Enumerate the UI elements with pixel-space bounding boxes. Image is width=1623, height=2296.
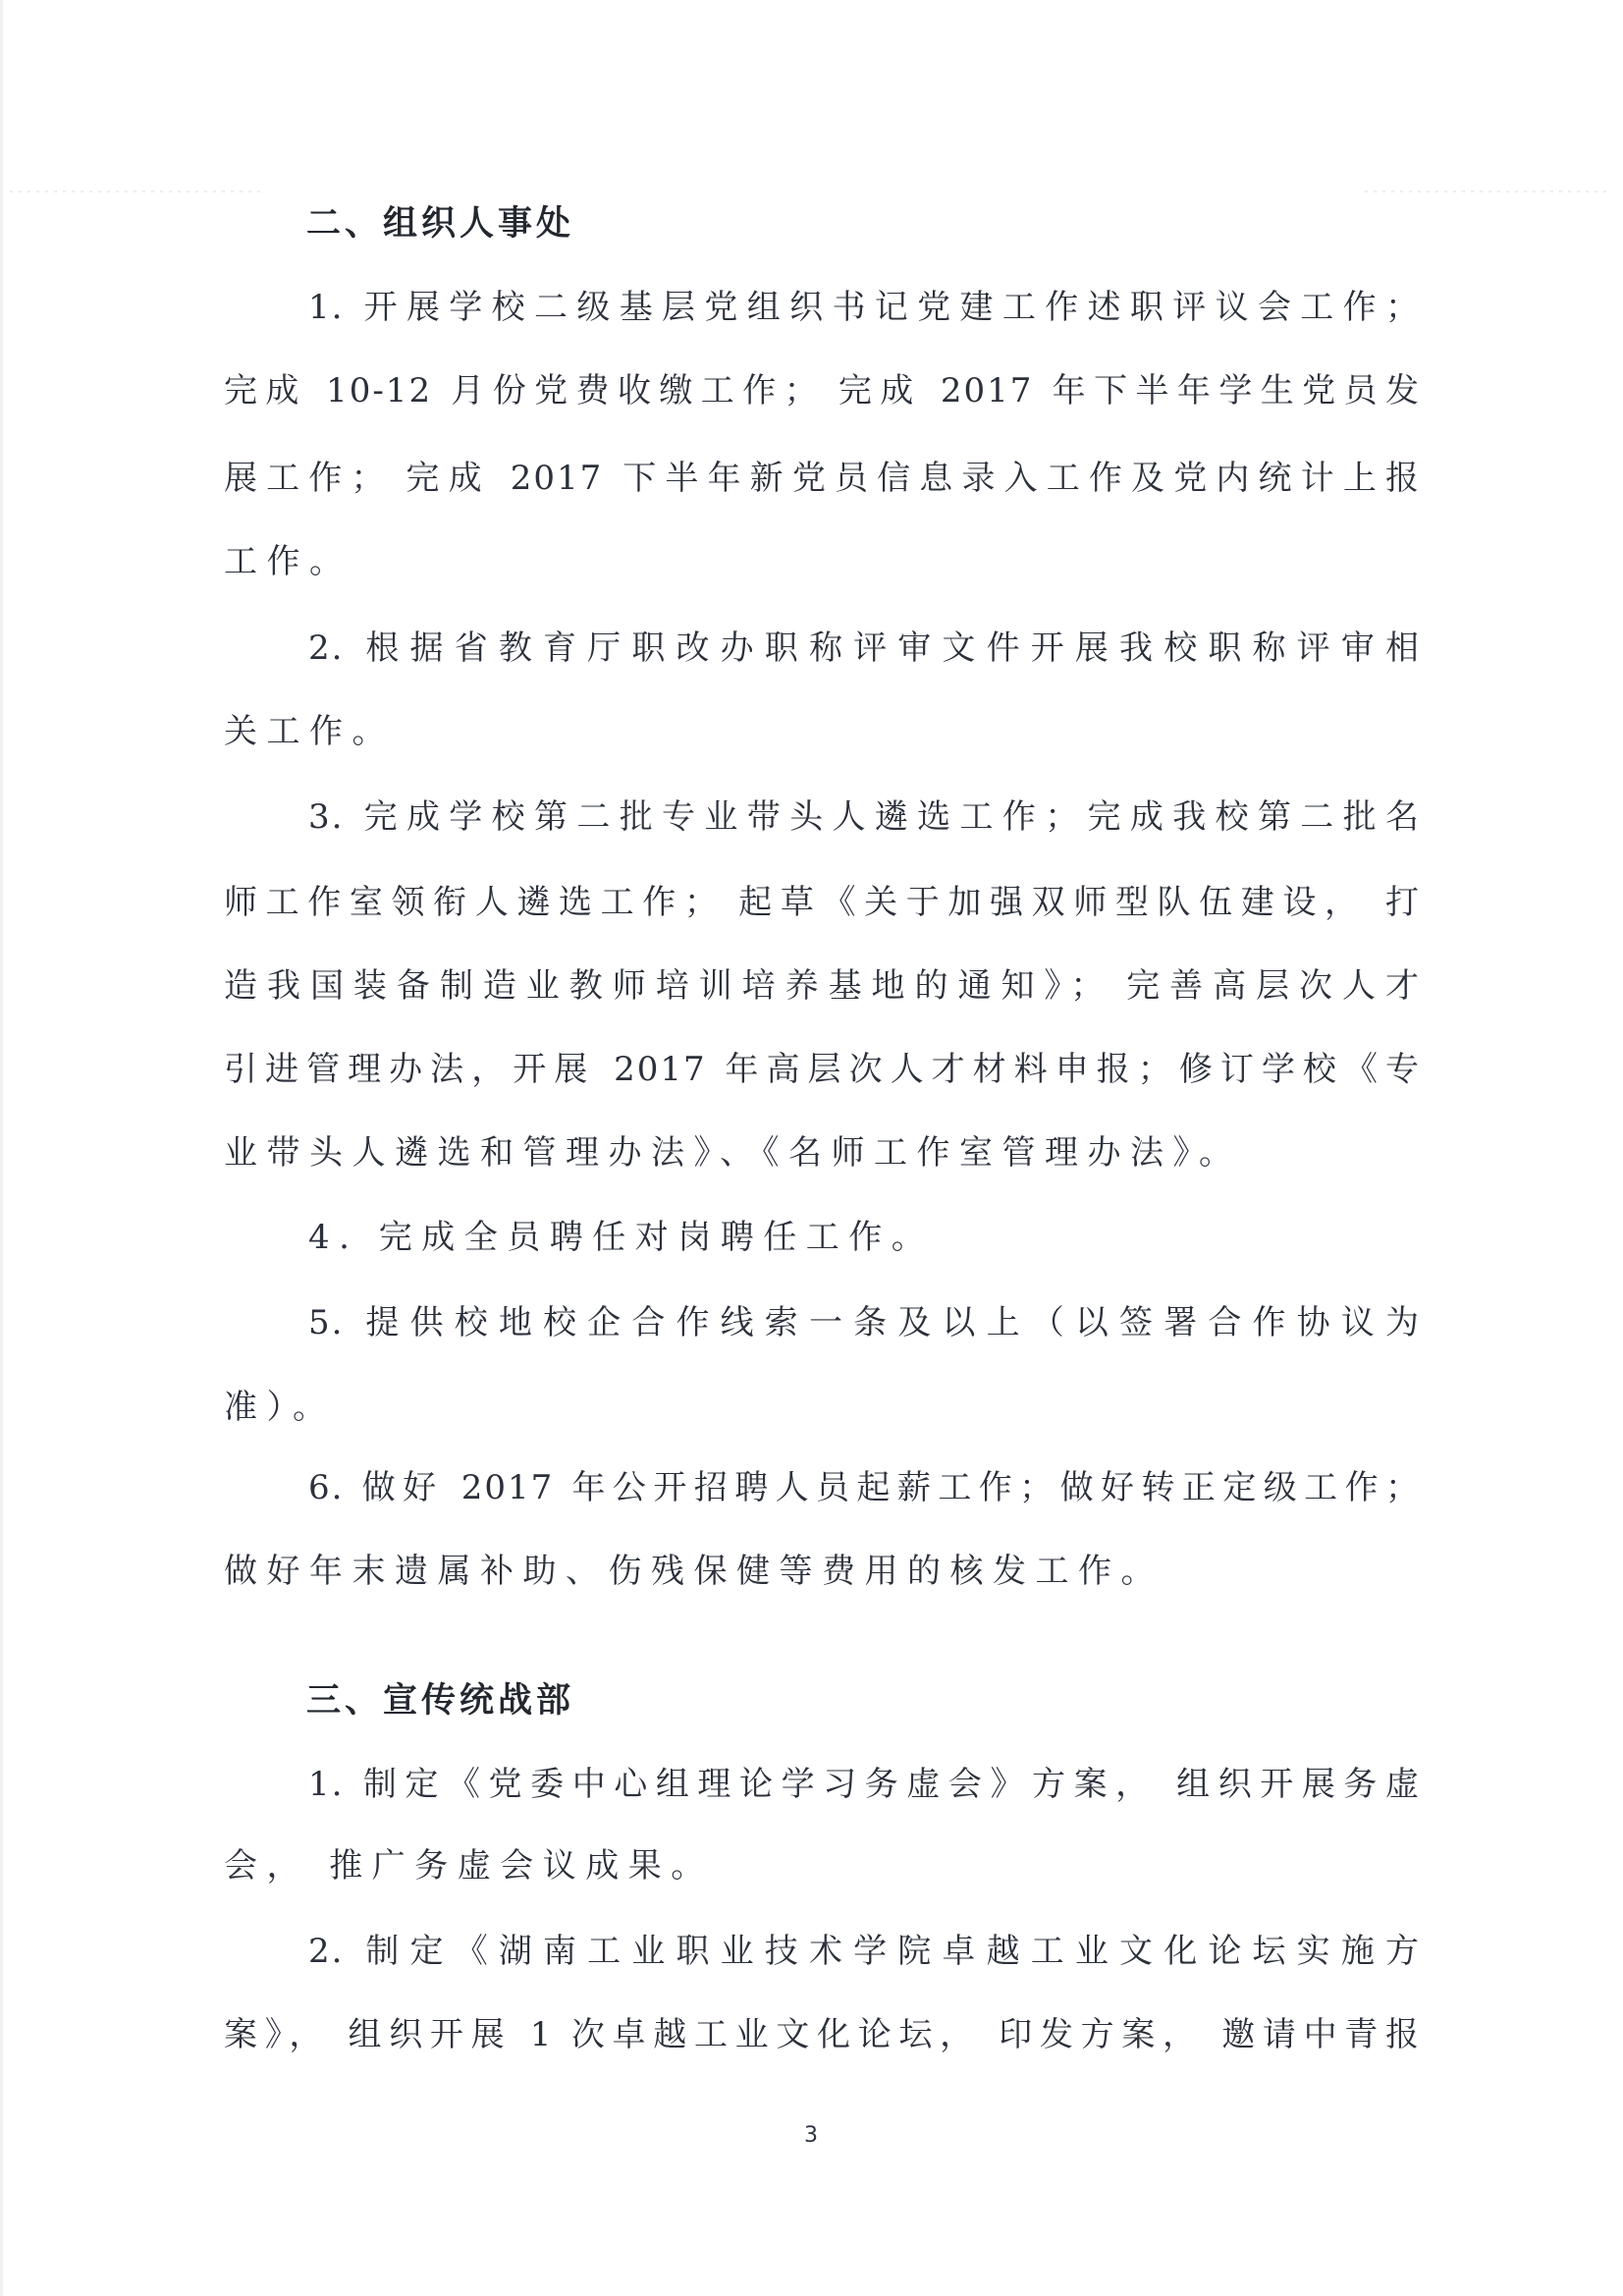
paragraph-line: 2. 根据省教育厅职改办职称评审文件开展我校职称评审相: [308, 629, 1421, 668]
paragraph-line: 准）。: [224, 1388, 336, 1427]
paragraph-line: 业带头人遴选和管理办法》、《名师工作室管理办法》。: [224, 1133, 1242, 1173]
paragraph-line: 6. 做好 2017 年公开招聘人员起薪工作；做好转正定级工作；: [308, 1468, 1421, 1507]
paragraph-line: 做好年末遗属补助、伤残保健等费用的核发工作。: [224, 1552, 1163, 1591]
paragraph-line: 工作。: [224, 542, 352, 581]
paragraph-line: 4. 完成全员聘任对岗聘任工作。: [308, 1218, 935, 1257]
paragraph-line: 2. 制定《湖南工业职业技术学院卓越工业文化论坛实施方: [308, 1932, 1421, 1971]
paragraph-line: 1. 制定《党委中心组理论学习务虚会》方案， 组织开展务虚: [308, 1765, 1421, 1804]
paragraph-line: 完成 10-12 月份党费收缴工作； 完成 2017 年下半年学生党员发: [224, 371, 1421, 410]
paragraph-line: 1. 开展学校二级基层党组织书记党建工作述职评议会工作；: [308, 288, 1421, 327]
paragraph-line: 引进管理办法，开展 2017 年高层次人才材料申报；修订学校《专: [224, 1050, 1421, 1089]
paragraph-line: 案》， 组织开展 1 次卓越工业文化论坛， 印发方案， 邀请中青报: [224, 2015, 1421, 2054]
paragraph-line: 关工作。: [224, 712, 395, 751]
paragraph-line: 展工作； 完成 2017 下半年新党员信息录入工作及党内统计上报: [224, 459, 1421, 498]
paragraph-line: 会， 推广务虚会议成果。: [224, 1846, 714, 1886]
section-heading: 三、宣传统战部: [306, 1681, 575, 1721]
page-number: 3: [804, 2123, 818, 2148]
paragraph-line: 造我国装备制造业教师培训培养基地的通知》； 完善高层次人才: [224, 966, 1421, 1006]
scan-edge: [0, 0, 3, 2296]
paragraph-line: 师工作室领衔人遴选工作； 起草《关于加强双师型队伍建设， 打: [224, 883, 1421, 922]
section-heading: 二、组织人事处: [306, 204, 575, 244]
paragraph-line: 3. 完成学校第二批专业带头人遴选工作；完成我校第二批名: [308, 797, 1421, 837]
scan-noise-right: [1365, 191, 1610, 192]
scan-noise-left: [10, 191, 265, 192]
paragraph-line: 5. 提供校地校企合作线索一条及以上（以签署合作协议为: [308, 1303, 1421, 1342]
